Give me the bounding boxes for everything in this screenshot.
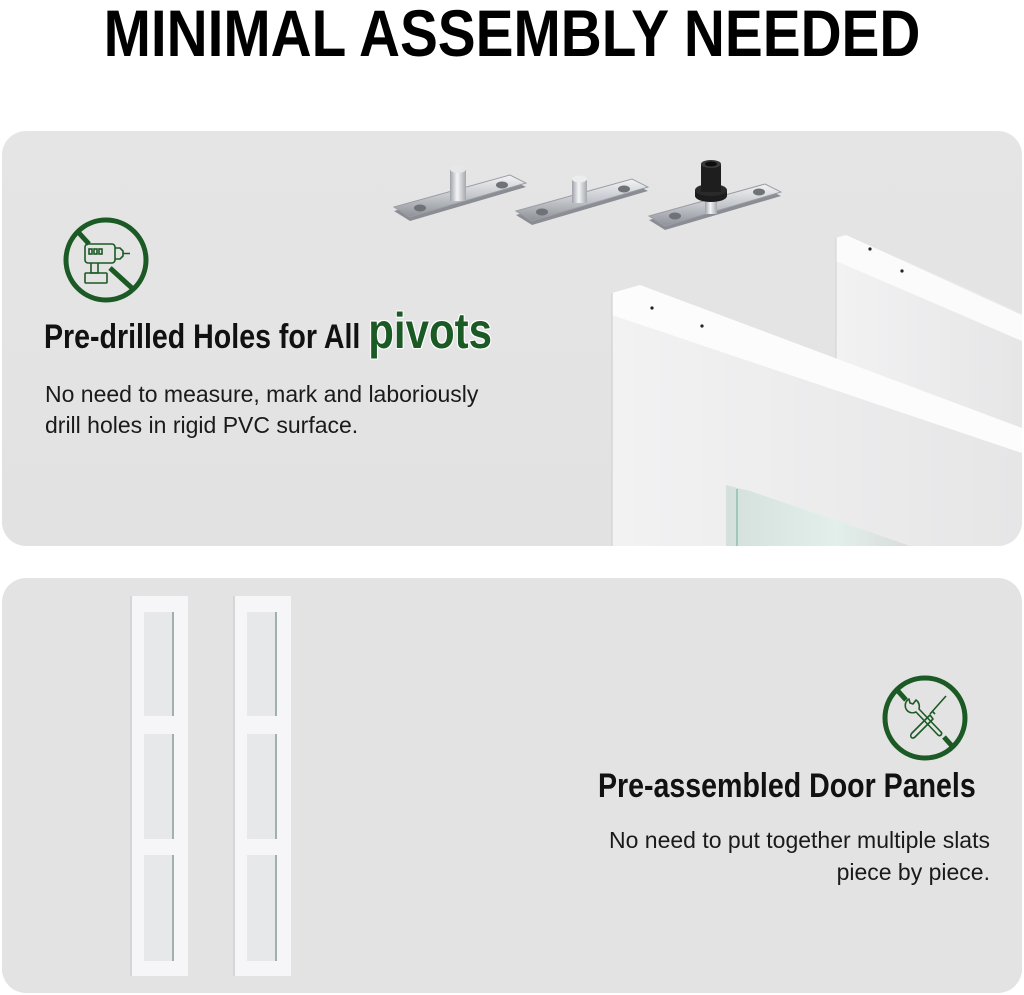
- feature-heading: Pre-assembled Door Panels: [598, 767, 976, 805]
- door-pane: [247, 855, 277, 961]
- no-tools-icon: [882, 675, 968, 761]
- feature-heading-accent: pivots: [368, 303, 492, 359]
- description-line: drill holes in rigid PVC surface.: [45, 412, 359, 438]
- door-pane: [144, 734, 174, 839]
- door-panel-image: [130, 596, 188, 976]
- door-tops-illustration: [600, 223, 1022, 546]
- page-title: MINIMAL ASSEMBLY NEEDED: [103, 0, 921, 70]
- feature-heading: [44, 303, 492, 359]
- door-pane: [247, 734, 277, 839]
- door-pane: [144, 612, 174, 716]
- door-pane: [144, 855, 174, 961]
- description-line: No need to put together multiple slats: [608, 827, 990, 853]
- door-panel-image: [233, 596, 291, 976]
- description-line: piece by piece.: [836, 859, 990, 885]
- feature-description: [45, 379, 478, 441]
- feature-description: [609, 824, 990, 888]
- pivot-pin-image: [392, 161, 527, 241]
- no-drill-icon: [63, 217, 149, 303]
- feature-card-predrilled: [2, 131, 1022, 546]
- feature-card-preassembled: [2, 578, 1022, 993]
- description-line: No need to measure, mark and laboriously: [45, 381, 479, 407]
- feature-heading-text: Pre-drilled Holes for All: [44, 318, 369, 356]
- door-pane: [247, 612, 277, 716]
